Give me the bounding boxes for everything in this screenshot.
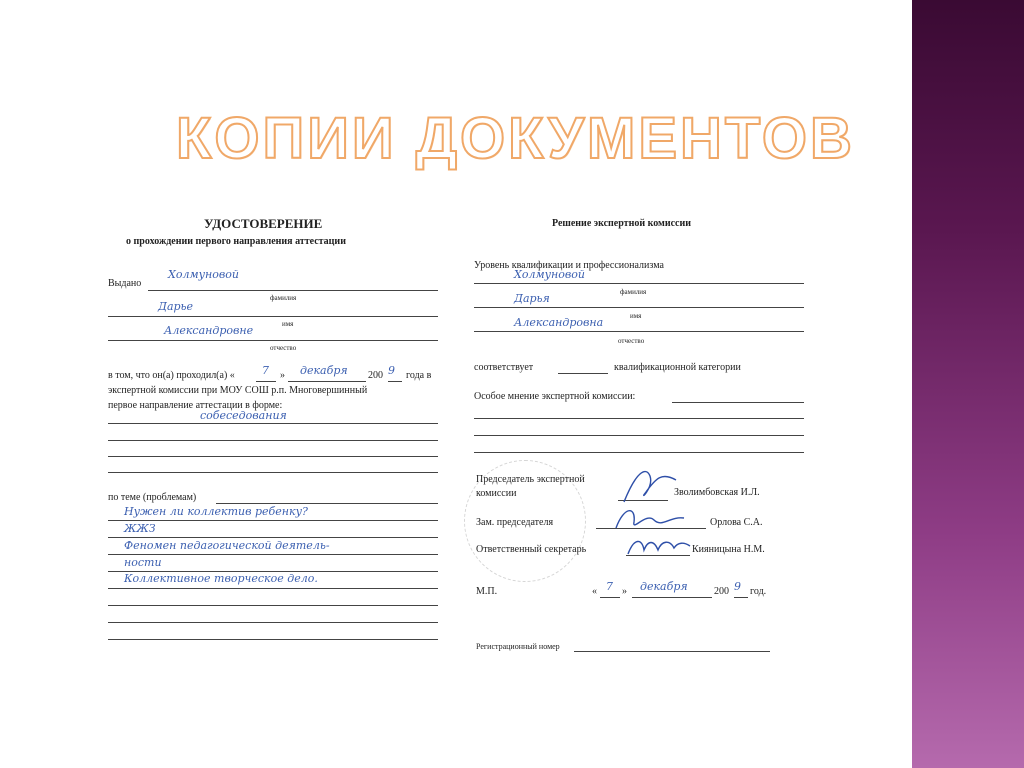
chair-name: Зволимбовская И.Л.: [674, 487, 760, 498]
date-open-quote: «: [592, 586, 597, 597]
patronymic-caption: отчество: [270, 344, 297, 352]
secretary-signature: [624, 532, 694, 562]
decision-document: [470, 210, 810, 660]
registration-label: Регистрационный номер: [476, 642, 560, 651]
topic-line-2: ЖЖЗ: [124, 522, 156, 535]
date-close-quote: »: [622, 586, 627, 597]
certificate-day: 7: [262, 364, 269, 377]
surname-caption: фамилия: [270, 294, 297, 302]
topic-label: по теме (проблемам): [108, 492, 197, 503]
level-label: Уровень квалификации и профессионализма: [474, 260, 664, 271]
mp-label: М.П.: [476, 586, 498, 597]
chair-label-line-2: комиссии: [476, 488, 517, 499]
topic-line-4: ности: [124, 556, 162, 569]
opinion-label: Особое мнение экспертной комиссии:: [474, 391, 636, 402]
certificate-title: УДОСТОВЕРЕНИЕ: [204, 216, 323, 231]
first-name-caption: имя: [282, 320, 294, 328]
issued-surname: Холмуновой: [168, 268, 239, 281]
decision-patronymic-caption: отчество: [618, 337, 645, 345]
decision-surname-caption: фамилия: [620, 288, 647, 296]
year-prefix: 200: [368, 370, 383, 381]
category-label: квалификационной категории: [614, 362, 741, 373]
body-line-2: экспертной комиссии при МОУ СОШ р.п. Многовершинный: [108, 385, 368, 396]
form-value: собеседования: [200, 409, 287, 422]
certificate-month: декабря: [300, 364, 348, 377]
body-line-1-end: года в: [406, 370, 432, 381]
year-digit: 9: [388, 364, 395, 377]
decision-first-name: Дарья: [514, 292, 550, 305]
decision-first-name-caption: имя: [630, 312, 642, 320]
issued-label: Выдано: [108, 278, 142, 289]
issued-patronymic: Александровне: [164, 324, 254, 337]
deputy-name: Орлова С.А.: [710, 517, 763, 528]
corresponds-label: соответствует: [474, 362, 534, 373]
issued-first-name: Дарье: [158, 300, 194, 313]
topic-line-3: Феномен педагогической деятель-: [124, 539, 330, 552]
secretary-name: Кияницына Н.М.: [692, 544, 765, 555]
body-line-1-start: в том, что он(а) проходил(а) «: [108, 370, 235, 381]
decision-patronymic: Александровна: [514, 316, 604, 329]
certificate-document: [104, 210, 444, 650]
deputy-label: Зам. председателя: [476, 517, 554, 528]
deputy-signature: [610, 502, 690, 536]
slide-title: КОПИИ ДОКУМЕНТОВ: [176, 106, 855, 171]
decorative-side-band: [912, 0, 1024, 768]
chair-label-line-1: Председатель экспертной: [476, 474, 585, 485]
topic-line-5: Коллективное творческое дело.: [124, 572, 318, 585]
secretary-label: Ответственный секретарь: [476, 544, 587, 555]
decision-month: декабря: [640, 580, 688, 593]
decision-title: Решение экспертной комиссии: [552, 218, 692, 229]
topic-line-1: Нужен ли коллектив ребенку?: [124, 505, 308, 518]
day-close-quote: »: [280, 370, 285, 381]
certificate-subtitle: о прохождении первого направления аттестации: [126, 236, 346, 247]
body-line-3: первое направление аттестации в форме:: [108, 400, 283, 411]
decision-day: 7: [606, 580, 613, 593]
decision-year-prefix: 200: [714, 586, 729, 597]
decision-surname: Холмуновой: [514, 268, 585, 281]
decision-year-digit: 9: [734, 580, 741, 593]
decision-year-suffix: год.: [750, 586, 767, 597]
